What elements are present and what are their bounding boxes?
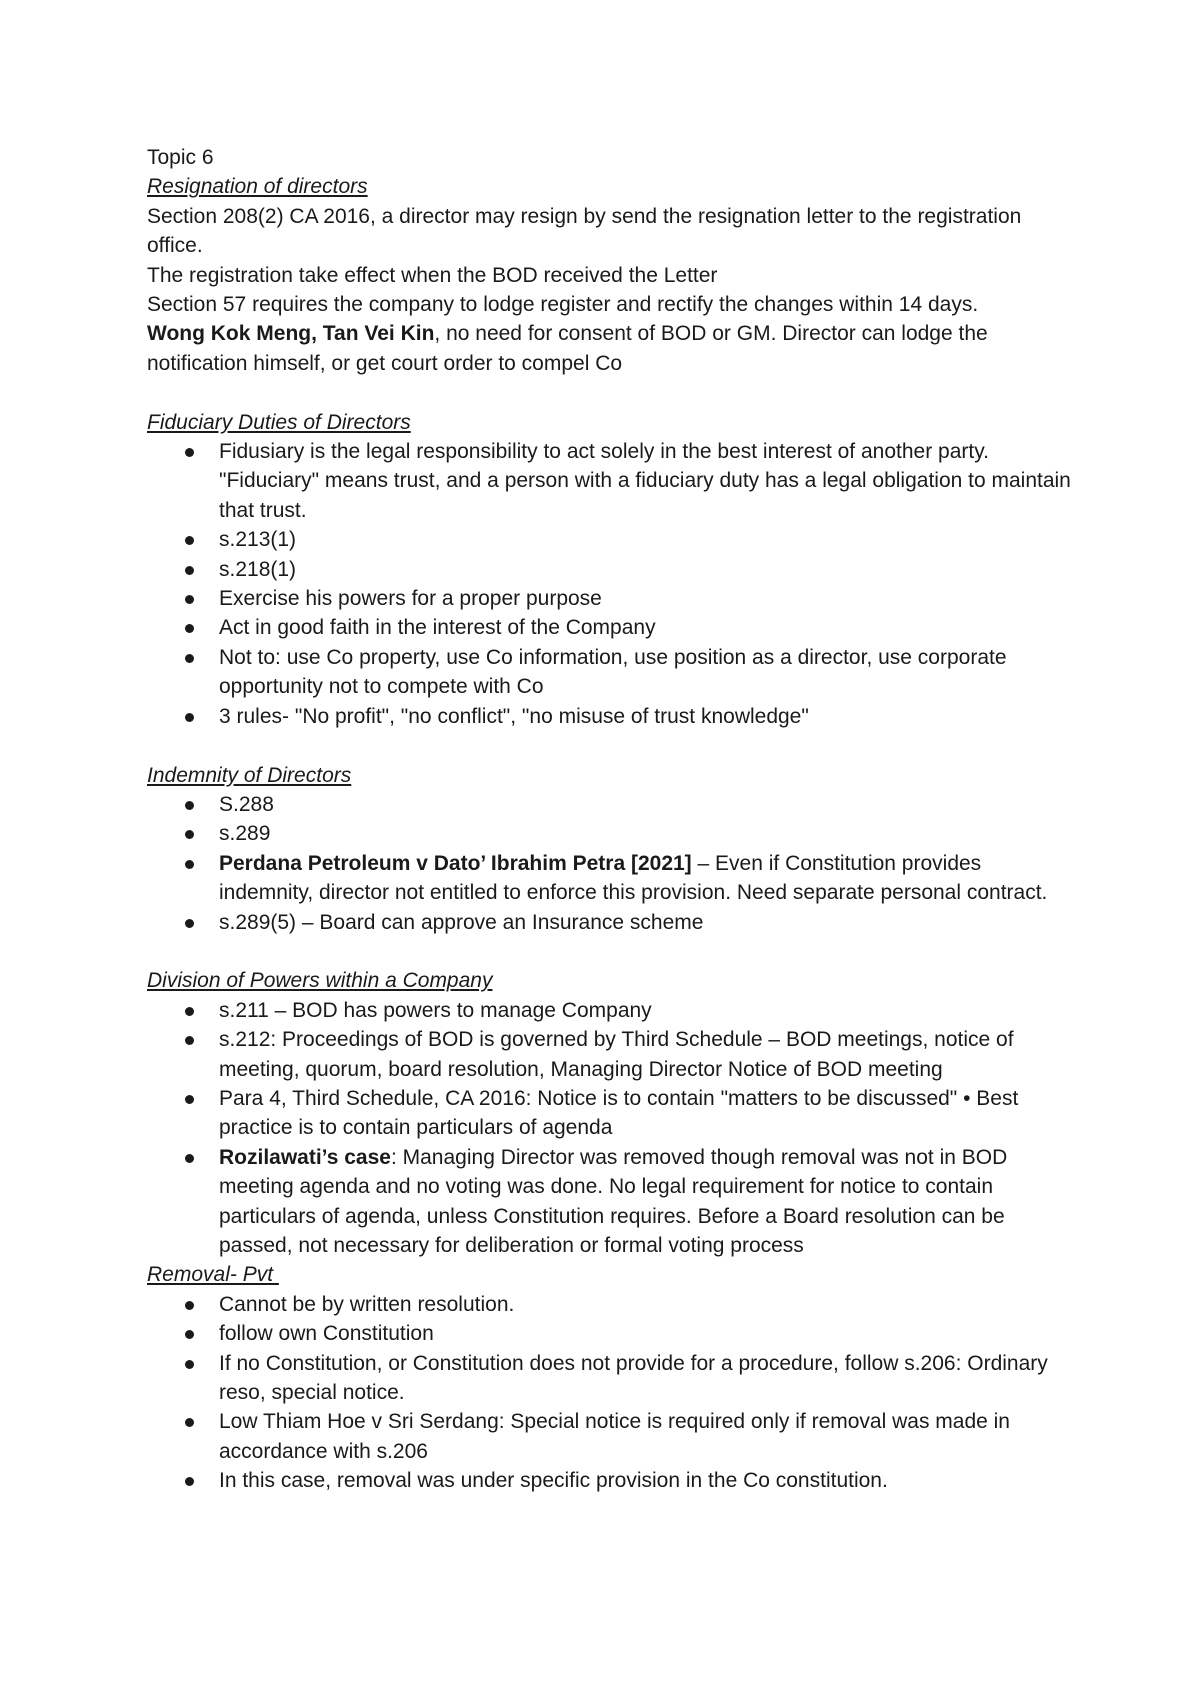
resignation-case-paragraph [147, 319, 1077, 378]
division-list [147, 996, 1077, 1261]
list-item [147, 819, 1077, 848]
indemnity-heading: Indemnity of Directors [147, 763, 352, 787]
list-item [147, 613, 1077, 642]
list-item-text: Low Thiam Hoe v Sri Serdang: Special notice is required only if removal was made in accordance with s.206 [219, 1410, 1010, 1463]
list-item-text: s.212: Proceedings of BOD is governed by Third Schedule – BOD meetings, notice of meeting, quorum, board resolution, Managing Director Notice of BOD meeting [219, 1028, 1014, 1081]
list-item-text: Not to: use Co property, use Co information, use position as a director, use corporate opportunity not to compete with Co [219, 645, 1007, 699]
list-item-text: s.218(1) [219, 557, 297, 581]
section-gap [147, 378, 1077, 407]
resignation-heading: Resignation of directors [147, 175, 368, 199]
resignation-paragraph: Section 208(2) CA 2016, a director may resign by send the resignation letter to the registration office. [147, 204, 1022, 258]
bullet-icon [185, 1301, 194, 1310]
list-item [147, 437, 1077, 525]
list-item [147, 584, 1077, 613]
case-text: , no need for consent of BOD or GM. Director can lodge the notification himself, or get court order to compel Co [147, 322, 988, 375]
list-item-text: s.213(1) [219, 528, 297, 552]
list-item [147, 1466, 1077, 1495]
bullet-icon [185, 1360, 194, 1369]
list-item [147, 790, 1077, 819]
bullet-icon [185, 566, 194, 575]
bullet-icon [185, 919, 194, 928]
document-page [147, 143, 1077, 1496]
removal-heading: Removal- Pvt [147, 1263, 279, 1287]
fiduciary-list [147, 437, 1077, 731]
case-name: Rozilawati’s case [219, 1145, 391, 1169]
bullet-icon [185, 1036, 194, 1045]
case-text: : Managing Director was removed though removal was not in BOD meeting agenda and no voting was done. No legal requirement for notice to contain particulars of agenda, unless Constitution requires. Before a Board resolution can be passed, not necessary for deliberation or formal voting process [219, 1145, 1008, 1257]
bullet-icon [185, 1330, 194, 1339]
bullet-icon [185, 713, 194, 722]
list-item [147, 525, 1077, 554]
indemnity-list [147, 790, 1077, 937]
bullet-icon [185, 654, 194, 663]
list-item [147, 1407, 1077, 1466]
bullet-icon [185, 1007, 194, 1016]
list-item [147, 555, 1077, 584]
list-item [147, 908, 1077, 937]
list-item [147, 996, 1077, 1025]
bullet-icon [185, 536, 194, 545]
case-name: Wong Kok Meng, Tan Vei Kin [147, 322, 435, 346]
list-item-text: If no Constitution, or Constitution does not provide for a procedure, follow s.206: Ordinary reso, special notice. [219, 1351, 1048, 1405]
list-item-text: Exercise his powers for a proper purpose [219, 587, 602, 611]
list-item-text: Para 4, Third Schedule, CA 2016: Notice is to contain "matters to be discussed" • Best practice is to contain particulars of agenda [219, 1086, 1019, 1140]
list-item [147, 1319, 1077, 1348]
resignation-paragraph: Section 57 requires the company to lodge register and rectify the changes within 14 days. [147, 293, 979, 317]
list-item [147, 1290, 1077, 1319]
list-item-text: s.289 [219, 822, 271, 846]
list-item-text: S.288 [219, 792, 274, 816]
removal-list [147, 1290, 1077, 1496]
section-gap [147, 731, 1077, 760]
case-text: – Even if Constitution provides indemnity, director not entitled to enforce this provision. Need separate personal contract. [219, 851, 1048, 905]
case-name: Perdana Petroleum v Dato’ Ibrahim Petra [2021] [219, 851, 692, 875]
list-item-text: Cannot be by written resolution. [219, 1292, 515, 1316]
fiduciary-heading: Fiduciary Duties of Directors [147, 410, 411, 434]
list-item [147, 849, 1077, 908]
topic-title: Topic 6 [147, 146, 214, 169]
list-item-text: s.211 – BOD has powers to manage Company [219, 998, 652, 1022]
bullet-icon [185, 448, 194, 457]
list-item-text: follow own Constitution [219, 1322, 434, 1346]
list-item-text: 3 rules- "No profit", "no conflict", "no misuse of trust knowledge" [219, 704, 809, 728]
list-item-text: s.289(5) – Board can approve an Insurance scheme [219, 910, 704, 934]
list-item-text: Fidusiary is the legal responsibility to act solely in the best interest of another party. "Fiduciary" means trust, and a person with a fiduciary duty has a legal obligation to maintain that trust. [219, 440, 1071, 522]
bullet-icon [185, 1418, 194, 1427]
bullet-icon [185, 801, 194, 810]
list-item [147, 643, 1077, 702]
list-item [147, 1025, 1077, 1084]
bullet-icon [185, 595, 194, 604]
bullet-icon [185, 830, 194, 839]
bullet-icon [185, 1154, 194, 1163]
bullet-icon [185, 1477, 194, 1486]
list-item [147, 702, 1077, 731]
list-item-text: Act in good faith in the interest of the Company [219, 616, 656, 640]
list-item [147, 1143, 1077, 1261]
bullet-icon [185, 624, 194, 633]
section-gap [147, 937, 1077, 966]
list-item [147, 1349, 1077, 1408]
list-item-text: In this case, removal was under specific provision in the Co constitution. [219, 1469, 888, 1493]
bullet-icon [185, 860, 194, 869]
list-item [147, 1084, 1077, 1143]
division-heading: Division of Powers within a Company [147, 969, 493, 993]
bullet-icon [185, 1095, 194, 1104]
resignation-paragraph: The registration take effect when the BOD received the Letter [147, 263, 718, 287]
